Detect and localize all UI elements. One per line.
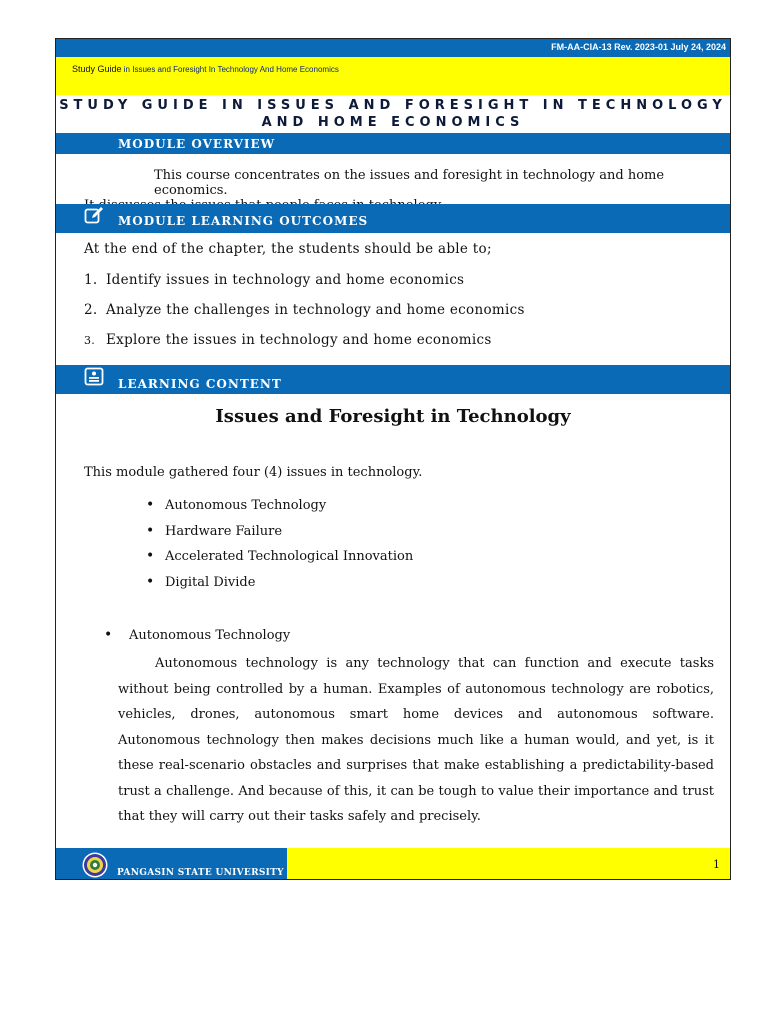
bullet-icon: • bbox=[104, 627, 113, 643]
document-title-line2: AND HOME ECONOMICS bbox=[261, 115, 525, 130]
outcome-text: Explore the issues in technology and home economics bbox=[106, 332, 492, 348]
study-guide-prefix: Study Guide bbox=[72, 64, 122, 74]
top-bar bbox=[56, 39, 730, 57]
list-item: • Autonomous Technology bbox=[146, 498, 413, 524]
document-title-line1: STUDY GUIDE IN ISSUES AND FORESIGHT IN TECHNOLOGY bbox=[59, 98, 727, 113]
learning-content-label: LEARNING CONTENT bbox=[118, 377, 282, 391]
learning-outcomes-label: MODULE LEARNING OUTCOMES bbox=[118, 214, 369, 228]
study-guide-banner bbox=[56, 57, 730, 95]
outcome-number: 1. bbox=[84, 272, 98, 288]
module-overview-label: MODULE OVERVIEW bbox=[118, 137, 276, 151]
form-code: FM-AA-CIA-13 Rev. 2023-01 July 24, 2024 bbox=[551, 42, 726, 52]
outcome-text: Analyze the challenges in technology and home economics bbox=[106, 302, 525, 318]
page-number: 1 bbox=[713, 858, 720, 871]
list-item: • Accelerated Technological Innovation bbox=[146, 549, 413, 575]
learning-content-band bbox=[56, 365, 730, 394]
study-guide-subtitle bbox=[72, 64, 339, 74]
outcome-item bbox=[84, 332, 492, 348]
study-guide-subject: in Issues and Foresight In Technology And Home Economics bbox=[123, 65, 339, 74]
content-title: Issues and Foresight in Technology bbox=[215, 406, 571, 427]
module-overview-band bbox=[56, 133, 730, 154]
list-item: • Digital Divide bbox=[146, 575, 413, 601]
section-heading-text: Autonomous Technology bbox=[129, 628, 291, 643]
outcome-number: 2. bbox=[84, 302, 98, 318]
list-item: • Hardware Failure bbox=[146, 524, 413, 550]
document-icon bbox=[84, 367, 104, 386]
learning-outcomes-band bbox=[56, 204, 730, 233]
study-guide-page bbox=[55, 38, 731, 880]
section-paragraph: Autonomous technology is any technology that can function and execute tasks without being controlled by a human. Examples of autonomous technology are robotics, vehicles, drones, autonomous smart home devices and autonomous software. Autonomous technology then makes decisions much like a human would, and yet, is it these real-scenario obstacles and surprises that make establishing a predictability-based trust a challenge. And because of this, it can be tough to value their importance and trust that they will carry out their tasks safely and precisely. bbox=[118, 656, 714, 824]
overview-line-1: This course concentrates on the issues and foresight in technology and home economics. bbox=[154, 168, 665, 198]
university-seal-icon bbox=[82, 852, 108, 878]
university-name: PANGASIN STATE UNIVERSITY bbox=[117, 868, 284, 878]
outcome-item bbox=[84, 302, 525, 318]
issues-list bbox=[146, 498, 413, 600]
outcomes-intro: At the end of the chapter, the students should be able to; bbox=[84, 241, 492, 257]
section-heading bbox=[104, 628, 290, 643]
outcome-item bbox=[84, 272, 464, 288]
outcome-text: Identify issues in technology and home economics bbox=[106, 272, 465, 288]
outcome-number: 3. bbox=[84, 334, 96, 347]
document-title bbox=[56, 97, 730, 131]
edit-icon bbox=[84, 206, 104, 225]
content-intro: This module gathered four (4) issues in technology. bbox=[84, 465, 423, 480]
